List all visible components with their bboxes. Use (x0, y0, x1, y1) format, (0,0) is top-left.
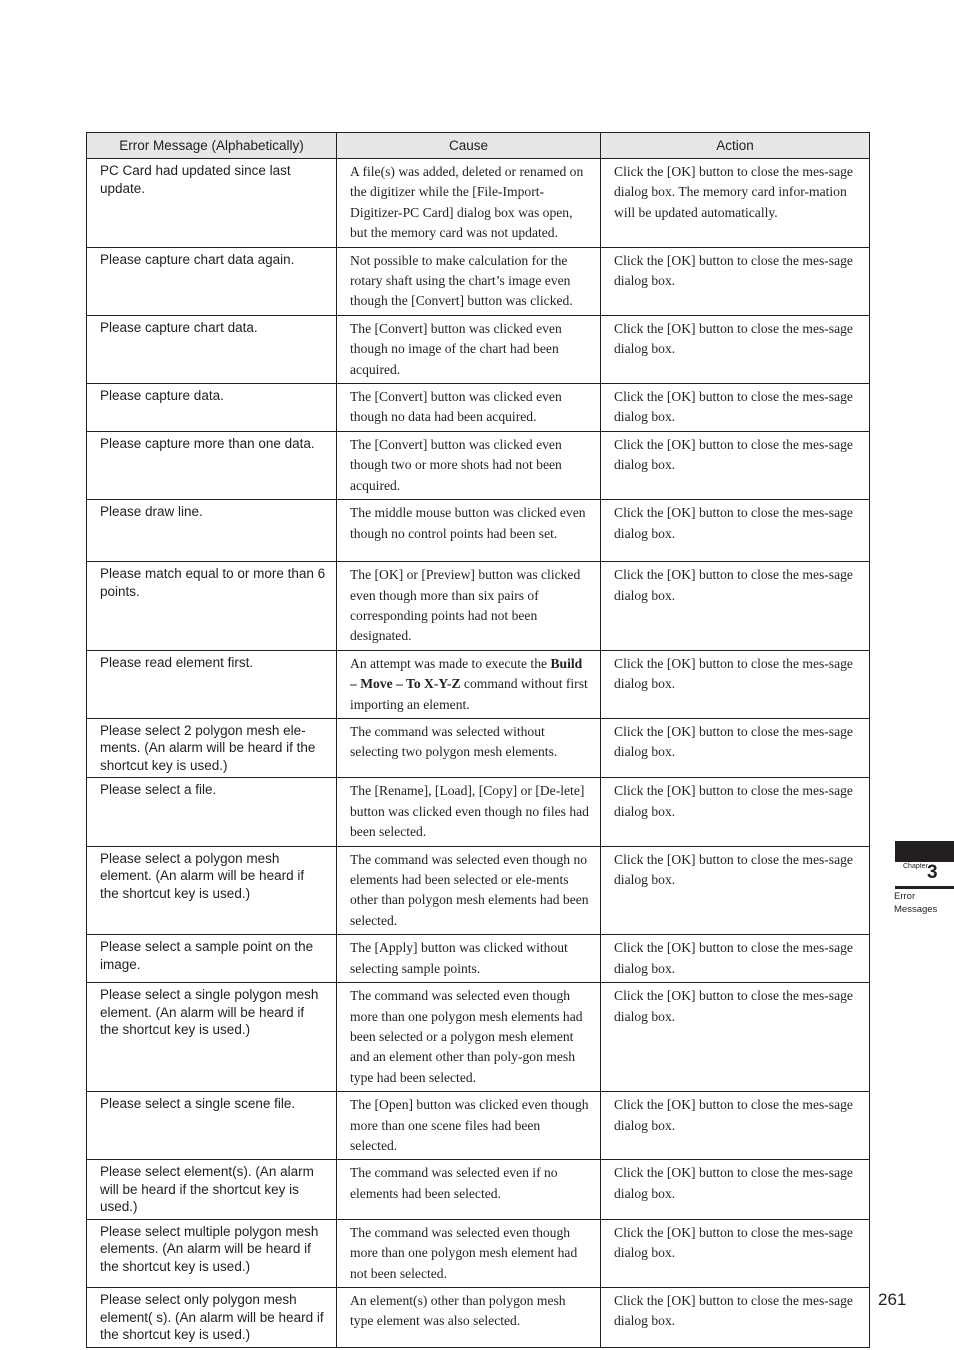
cause-text: An attempt was made to execute the (350, 655, 551, 671)
action-cell: Click the [OK] button to close the mes-sage dialog box. (601, 384, 870, 432)
cause-cell: The [Apply] button was clicked without selecting sample points. (337, 935, 601, 983)
error-message-cell: Please capture chart data. (87, 315, 337, 383)
error-message-cell: Please select a single scene file. (87, 1092, 337, 1160)
cause-cell: The command was selected even if no elements had been selected. (337, 1160, 601, 1220)
cause-cell: An element(s) other than polygon mesh type element was also selected. (337, 1288, 601, 1348)
table-row (87, 1092, 870, 1160)
table-row (87, 562, 870, 651)
table-row (87, 983, 870, 1092)
error-message-cell: Please select 2 polygon mesh ele-ments. (An alarm will be heard if the shortcut key is used.) (87, 718, 337, 778)
chapter-number: 3 (927, 862, 938, 883)
cause-cell: A file(s) was added, deleted or renamed on the digitizer while the [File-Import-Digitizer-PC Card] dialog box was open, but the memory card was not updated. (337, 159, 601, 248)
cause-cell: The command was selected even though more than one polygon mesh elements had been selected or a polygon mesh element and an element other than poly-gon mesh type had been selected. (337, 983, 601, 1092)
table-row (87, 1160, 870, 1220)
error-message-cell: Please capture chart data again. (87, 247, 337, 315)
cause-cell: The [Convert] button was clicked even though no data had been acquired. (337, 384, 601, 432)
chapter-label: Chapter (903, 863, 928, 870)
cause-cell: The command was selected without selecting two polygon mesh elements. (337, 718, 601, 778)
cause-cell: The [Rename], [Load], [Copy] or [De-lete] button was clicked even though no files had been selected. (337, 778, 601, 846)
action-cell: Click the [OK] button to close the mes-sage dialog box. (601, 500, 870, 562)
cause-cell: The [Convert] button was clicked even though two or more shots had not been acquired. (337, 431, 601, 499)
error-message-cell: Please select element(s). (An alarm will be heard if the shortcut key is used.) (87, 1160, 337, 1220)
action-cell: Click the [OK] button to close the mes-sage dialog box. (601, 650, 870, 718)
error-message-cell: Please draw line. (87, 500, 337, 562)
table-row (87, 650, 870, 718)
table-row (87, 431, 870, 499)
menu-command-path: Build – Move – To X-Y-Z (350, 655, 583, 692)
action-cell: Click the [OK] button to close the mes-sage dialog box. (601, 983, 870, 1092)
cause-cell: The command was selected even though no elements had been selected or ele-ments other than polygon mesh elements had been selected. (337, 846, 601, 935)
table-row (87, 384, 870, 432)
action-cell: Click the [OK] button to close the mes-sage dialog box. (601, 1219, 870, 1287)
action-cell: Click the [OK] button to close the mes-sage dialog box. (601, 247, 870, 315)
table-row (87, 718, 870, 778)
action-cell: Click the [OK] button to close the mes-sage dialog box. (601, 562, 870, 651)
action-cell: Click the [OK] button to close the mes-sage dialog box. (601, 718, 870, 778)
action-cell: Click the [OK] button to close the mes-sage dialog box. (601, 778, 870, 846)
error-message-cell: Please select only polygon mesh element( s). (An alarm will be heard if the shortcut key is used.) (87, 1288, 337, 1348)
table-row (87, 1219, 870, 1287)
header-error-message: Error Message (Alphabetically) (87, 133, 337, 159)
action-cell: Click the [OK] button to close the mes-sage dialog box. (601, 846, 870, 935)
cause-cell: The [Open] button was clicked even though more than one scene files had been selected. (337, 1092, 601, 1160)
error-message-cell: Please capture more than one data. (87, 431, 337, 499)
error-message-cell: Please select a polygon mesh element. (An alarm will be heard if the shortcut key is used.) (87, 846, 337, 935)
table-row (87, 247, 870, 315)
cause-cell (337, 650, 601, 718)
action-cell: Click the [OK] button to close the mes-sage dialog box. (601, 935, 870, 983)
cause-cell: The [OK] or [Preview] button was clicked even though more than six pairs of corresponding points had not been designated. (337, 562, 601, 651)
action-cell: Click the [OK] button to close the mes-sage dialog box. (601, 315, 870, 383)
chapter-tab-marker (895, 841, 954, 862)
action-cell: Click the [OK] button to close the mes-sage dialog box. (601, 431, 870, 499)
action-cell: Click the [OK] button to close the mes-sage dialog box. (601, 1160, 870, 1220)
error-message-cell: Please select a sample point on the image. (87, 935, 337, 983)
table-row (87, 315, 870, 383)
table-row (87, 778, 870, 846)
cause-cell: The [Convert] button was clicked even though no image of the chart had been acquired. (337, 315, 601, 383)
action-cell: Click the [OK] button to close the mes-sage dialog box. (601, 1288, 870, 1348)
error-message-cell: Please select a single polygon mesh element. (An alarm will be heard if the shortcut key is used.) (87, 983, 337, 1092)
error-message-cell: Please select multiple polygon mesh elements. (An alarm will be heard if the shortcut key is used.) (87, 1219, 337, 1287)
error-message-table (86, 132, 870, 1348)
table-row (87, 846, 870, 935)
action-cell: Click the [OK] button to close the mes-sage dialog box. The memory card infor-mation will be updated automatically. (601, 159, 870, 248)
table-row (87, 1288, 870, 1348)
cause-cell: The middle mouse button was clicked even though no control points had been set. (337, 500, 601, 562)
error-message-cell: Please select a file. (87, 778, 337, 846)
error-message-cell: Please match equal to or more than 6 points. (87, 562, 337, 651)
cause-cell: The command was selected even though more than one polygon mesh element had not been selected. (337, 1219, 601, 1287)
chapter-divider (895, 886, 954, 889)
cause-cell: Not possible to make calculation for the rotary shaft using the chart’s image even though the [Convert] button was clicked. (337, 247, 601, 315)
header-action: Action (601, 133, 870, 159)
error-message-cell: Please read element first. (87, 650, 337, 718)
action-cell: Click the [OK] button to close the mes-sage dialog box. (601, 1092, 870, 1160)
table-row (87, 935, 870, 983)
error-message-cell: PC Card had updated since last update. (87, 159, 337, 248)
cause-text: command without first importing an element. (350, 676, 588, 712)
chapter-title: Error Messages (894, 891, 938, 915)
table-row (87, 500, 870, 562)
header-cause: Cause (337, 133, 601, 159)
table-row (87, 159, 870, 248)
table-header-row (87, 133, 870, 159)
page-number: 261 (878, 1290, 907, 1309)
error-message-cell: Please capture data. (87, 384, 337, 432)
